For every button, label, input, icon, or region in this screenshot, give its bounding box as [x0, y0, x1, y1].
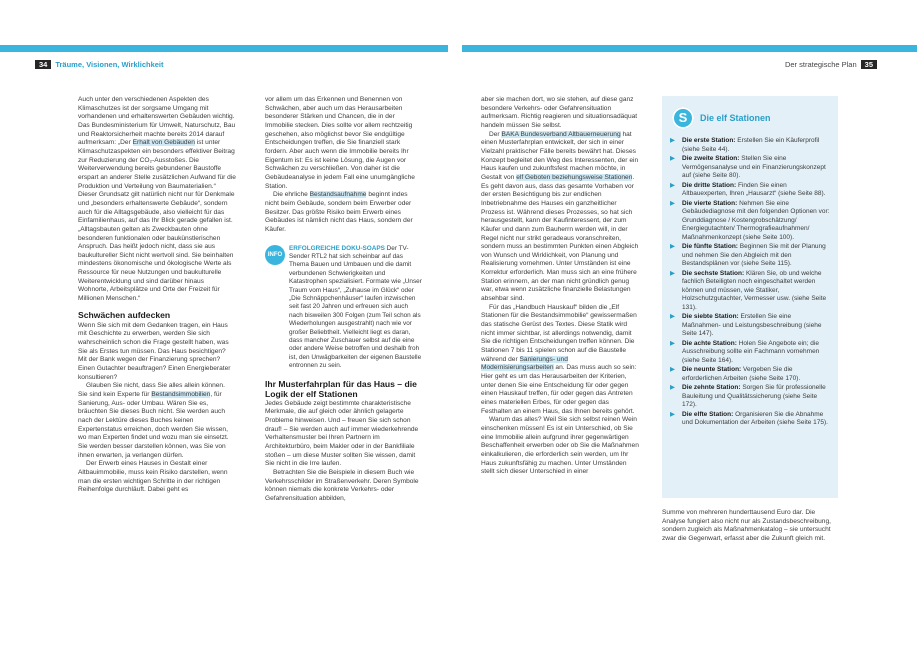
- running-header-right: [785, 60, 877, 69]
- arrow-icon: ▶: [670, 366, 675, 373]
- text-column-1: [78, 96, 236, 495]
- paragraph: Der BAKA Bundesverband Altbauerneuerung hat einen Musterfahrplan entwickelt, der sich in einer Vielzahl praktischer Fälle bereits bewährt hat. Dieses Konzept begleitet den Weg des Interessenten, der ein Haus kaufen und zukunftsfest machen möchte, in Gestalt von elf Geboten beziehungsweise Stationen. Es geht davon aus, dass das gesamte Vorhaben vor der ersten Besichtigung bis zur endlichen Inbetriebnahme des Hauses ein ganzheitlicher Prozess ist. Während dieses Prozesses, so hat sich herausgestellt, kann der Kaufinteressent, der zum Käufer und dann zum Bauherrn werden will, in der Regel nicht nur strikt geradeaus voranschreiten, sondern muss an bestimmten Punkten einen Abgleich von Wunsch und Wirklichkeit, von Planung und Realisierung vornehmen. Unter Umständen ist eine Korrektur erforderlich. Man muss sich an eine frühere Station erinnern, an der man nicht gründlich genug war, etwa wenn zusätzliche finanzielle Belastungen absehbar sind.: [481, 130, 639, 303]
- paragraph: Die ehrliche Bestandsaufnahme beginnt indes nicht beim Gebäude, sondern beim Erwerber oder Besitzer. Das größte Risiko beim Erwerb eines Gebäudes ist nämlich nicht das Haus, sondern der Käufer.: [265, 191, 413, 233]
- list-item: ▶ Die zehnte Station: Sorgen Sie für professionelle Bauleitung und Qualitätssicherung (siehe Seite 172).: [670, 384, 826, 408]
- list-item: ▶ Die zweite Station: Stellen Sie eine Vermögensanalyse und ein Finanzierungskonzept auf (siehe Seite 80).: [670, 155, 826, 179]
- paragraph: Für das „Handbuch Hauskauf“ bilden die „Elf Stationen für die Bestandsimmobilie“ gewissermaßen das statische Gerüst des Textes. Diese Statik wird nicht immer sichtbar, ist allerdings notwendig, damit Sie die richtigen Entscheidungen treffen können. Die Stationen 7 bis 11 spielen schon auf die Baustelle während der Sanierungs- und Modernisierungsarbeiten an. Das muss auch so sein: Hier geht es um das Herausarbeiten der Kriterien, unter denen Sie eine Entscheidung für oder gegen einen Hauskauf treffen, für oder gegen das Antreten eines materiellen Erbes, für oder gegen das Festhalten an einem Haus, das Ihnen bereits gehört.: [481, 303, 637, 415]
- highlighted-term: elf Geboten beziehungsweise Stationen: [516, 173, 633, 181]
- paragraph: Der Erwerb eines Hauses in Gestalt einer Altbauimmobilie, muss kein Risiko darstellen, wenn man die ersten wichtigen Schritte in der richtigen Reihenfolge durchläuft. Dabei geht es: [78, 460, 228, 494]
- highlighted-term: Bestandsimmobilien: [151, 391, 211, 398]
- arrow-icon: ▶: [670, 181, 675, 189]
- list-item: ▶ Die neunte Station: Vergeben Sie die erforderlichen Arbeiten (siehe Seite 170).: [670, 366, 801, 382]
- paragraph: Summe von mehreren hunderttausend Euro dar. Die Analyse fungiert also nicht nur als Zustandsbeschreibung, sondern zugleich als Maßnahmenkatalog – sie untersucht zwar die Gegenwart, erfasst aber die Zukunft gleich mit.: [662, 509, 831, 542]
- paragraph: vor allem um das Erkennen und Benennen von Schwächen, aber auch um das Herausarbeiten besonderer Stärken und Chancen, die in der Immobilie stecken. Dies sollte vor allem rechtzeitig geschehen, also möglichst bevor Sie endgültige Entscheidungen treffen, die Sie finanziell stark fordern. Aber auch wenn die Immobilie bereits Ihr Eigentum ist: Es ist keine Lösung, die Augen vor Schwächen zu verschließen. Von daher ist die Gebäudeanalyse in jedem Fall eine unumgängliche Station.: [265, 96, 415, 190]
- sidebar-header: [662, 96, 838, 131]
- stations-sidebar: [662, 96, 838, 498]
- list-item: ▶ Die elfte Station: Organisieren Sie die Abnahme und Dokumentation der Arbeiten (siehe Seite 175).: [670, 410, 828, 426]
- list-item: ▶ Die erste Station: Erstellen Sie ein Käuferprofil (siehe Seite 44).: [670, 137, 820, 153]
- paragraph: Betrachten Sie die Beispiele in diesem Buch wie Verkehrsschilder im Straßenverkehr. Deren Symbole können niemals die konkrete Verkehrs- oder Gefahrensituation abbilden,: [265, 468, 419, 502]
- highlighted-term: Bestandsaufnahme: [309, 191, 367, 199]
- list-item: ▶ Die vierte Station: Nehmen Sie eine Gebäudediagnose mit den folgenden Optionen vor: Grunddiagnose / Kostengrobschätzung/ Energiegutachten/ Thermografieaufnahmen/ Maßnahmenkonzept (siehe Seite 100).: [670, 199, 830, 241]
- highlighted-term: BAKA Bundesverband Altbauerneuerung: [501, 130, 621, 138]
- list-item: ▶ Die siebte Station: Erstellen Sie eine Maßnahmen- und Leistungsbeschreibung (siehe Seite 147).: [670, 313, 822, 337]
- list-item: ▶ Die fünfte Station: Beginnen Sie mit der Planung und nehmen Sie den Abgleich mit den Bestandsplänen vor (siehe Seite 115).: [670, 243, 826, 267]
- paragraph: aber sie machen dort, wo sie stehen, auf diese ganz besondere Verkehrs- oder Gefahrensituation aufmerksam. Richtig reagieren und situationsadäquat handeln müssen Sie selbst.: [481, 96, 638, 129]
- list-item: ▶ Die dritte Station: Finden Sie einen Altbauexperten, Ihren „Hausarzt“ (siehe Seite 88).: [670, 181, 826, 197]
- arrow-icon: ▶: [670, 137, 675, 144]
- top-accent-bar-left: [0, 45, 448, 52]
- section-heading: Ihr Musterfahrplan für das Haus – die Logik der elf Stationen: [265, 378, 417, 399]
- info-title: ERFOLGREICHE DOKU-SOAPS: [289, 244, 385, 252]
- arrow-icon: ▶: [670, 199, 675, 207]
- chapter-title-left: Träume, Visionen, Wirklichkeit: [55, 60, 164, 69]
- paragraph: Auch unter den verschiedenen Aspekten des Klimaschutzes ist der sorgsame Umgang mit vorhandenen und erhaltenswerten Gebäuden wichtig. Das Bundesministerium für Umwelt, Naturschutz, Bau und Reaktorsicherheit machte bereits 2014 darauf aufmerksam: „Der Erhalt von Gebäuden ist unter Klimaschutzaspekten ein besonders effektiver Beitrag zur Reduzierung der CO₂-Ausstoßes. Die Weiterverwendung bereits gebundener Baustoffe erspart an anderer Stelle zusätzlichen Aufwand für die Produktion und Verteilung von Baumaterialien.“ Dieser Grundsatz gilt natürlich nicht nur für Denkmale und „besonders erhaltenswerte Gebäude“, sondern auch für die Alltagsgebäude, also vielleicht für das Einfamilienhaus, auf das Ihr Blick gerade gefallen ist. „Alltagsbauten gelten als Zweckbauten ohne besonderen funktionalen oder baukünstlerischen Anspruch. Das heißt jedoch nicht, dass sie aus baukultureller Sicht nicht wertvoll sind. Sie beinhalten mindestens ökonomische und ökologische Werte als Ressource für neue Nutzungen und baukulturelle Weiterentwicklung und sind darüber hinaus Wohnorte, Arbeitsplätze und Orte der Freizeit für Millionen Menschen.“: [78, 96, 236, 303]
- page-number-left: 34: [35, 60, 51, 69]
- page-number-right: 35: [861, 60, 877, 69]
- info-icon: INFO: [265, 245, 285, 265]
- stations-list: [662, 137, 838, 428]
- chapter-title-right: Der strategische Plan: [784, 60, 857, 69]
- list-item: ▶ Die sechste Station: Klären Sie, ob und welche fachlich Beteiligten noch eingeschaltet werden können und müssen, wie Statiker, Holzschutzgutachter, Vermesser usw. (siehe Seite 131).: [670, 269, 827, 311]
- text-column-2: [265, 96, 423, 503]
- top-accent-bar-right: [462, 45, 917, 52]
- info-text: ERFOLGREICHE DOKU-SOAPS Der TV-Sender RTL2 hat sich scheinbar auf das Thema Bauen und Umbauen und die damit verbundenen Schwierigkeiten und Katastrophen spezialisiert. Formate wie „Unser Traum vom Haus“, „Zuhause im Glück“ oder „Die Schnäppchenhäuser“ laufen inzwischen seit fast 20 Jahren und erfreuen sich auch nach bisweilen 300 Folgen (zum Teil schon als Wiederholungen ausgestrahlt) nach wie vor großer Beliebtheit. Vielleicht liegt es daran, dass mancher Zuschauer selbst auf die eine oder andere Weise betroffen und deshalb froh ist, den Unwägbarkeiten der eigenen Baustelle entronnen zu sein.: [289, 244, 422, 370]
- running-header-left: [35, 60, 164, 69]
- arrow-icon: ▶: [670, 384, 675, 391]
- text-column-3: [481, 96, 639, 477]
- arrow-icon: ▶: [670, 269, 675, 277]
- paragraph: Glauben Sie nicht, dass Sie alles allein können. Sie sind kein Experte für Bestandsimmobilien, für Sanierung, Aus- oder Umbau. Wären Sie es, bräuchten Sie dieses Buch nicht. Sie werden auch nach der Lektüre dieses Buches keinen Expertenstatus erreichen, doch werden Sie wissen, wo man Experten findet und wozu man sie einsetzt. Sie werden besser darstellen können, was Sie von ihnen erwarten, ja verlangen dürfen.: [78, 382, 229, 459]
- info-box: [265, 245, 423, 371]
- stations-icon: S: [672, 107, 694, 129]
- section-heading: Schwächen aufdecken: [78, 309, 171, 320]
- arrow-icon: ▶: [670, 155, 675, 162]
- arrow-icon: ▶: [670, 339, 675, 347]
- paragraph: Warum das alles? Weil Sie sich selbst reinen Wein einschenken müssen! Es ist ein Unterschied, ob Sie eine Immobilie allein aufgrund ihrer gegenwärtigen Beschaffenheit erwerben oder ob Sie die Maßnahmen einkalkulieren, die erforderlich sein werden, um Ihr Haus zukunftsfähig zu machen. Unter Umständen stellt sich dieser Unterschied in einer: [481, 416, 639, 476]
- list-item: ▶ Die achte Station: Holen Sie Angebote ein; die Ausschreibung sollte ein Fachmann vornehmen (siehe Seite 164).: [670, 339, 820, 364]
- paragraph: Jedes Gebäude zeigt bestimmte charakteristische Merkmale, die auf gleich oder ähnlich gelagerte Probleme hinweisen. Und – freuen Sie sich schon drauf! – Sie werden auch auf immer wiederkehrende Verhaltensmuster bei Ihren Partnern im Architekturbüro, beim Makler oder in der Bankfiliale stoßen – um diese Muster sollten Sie wissen, damit Sie nicht in die Irre laufen.: [265, 399, 419, 468]
- arrow-icon: ▶: [670, 313, 675, 320]
- arrow-icon: ▶: [670, 410, 675, 418]
- highlighted-term: Sanierungs- und Modernisierungsarbeiten: [481, 355, 568, 372]
- sidebar-title: Die elf Stationen: [700, 113, 771, 123]
- highlighted-term: Erhalt von Gebäuden: [132, 139, 195, 147]
- paragraph: Wenn Sie sich mit dem Gedanken tragen, ein Haus mit Geschichte zu erwerben, werden Sie sich wahrscheinlich schon die Frage gestellt haben, was Sie als Erstes tun müssen. Das Haus besichtigen? Mit der Bank wegen der Finanzierung sprechen? Einen Gutachter beauftragen? Einen Energieberater konsultieren?: [78, 321, 231, 381]
- arrow-icon: ▶: [670, 243, 675, 250]
